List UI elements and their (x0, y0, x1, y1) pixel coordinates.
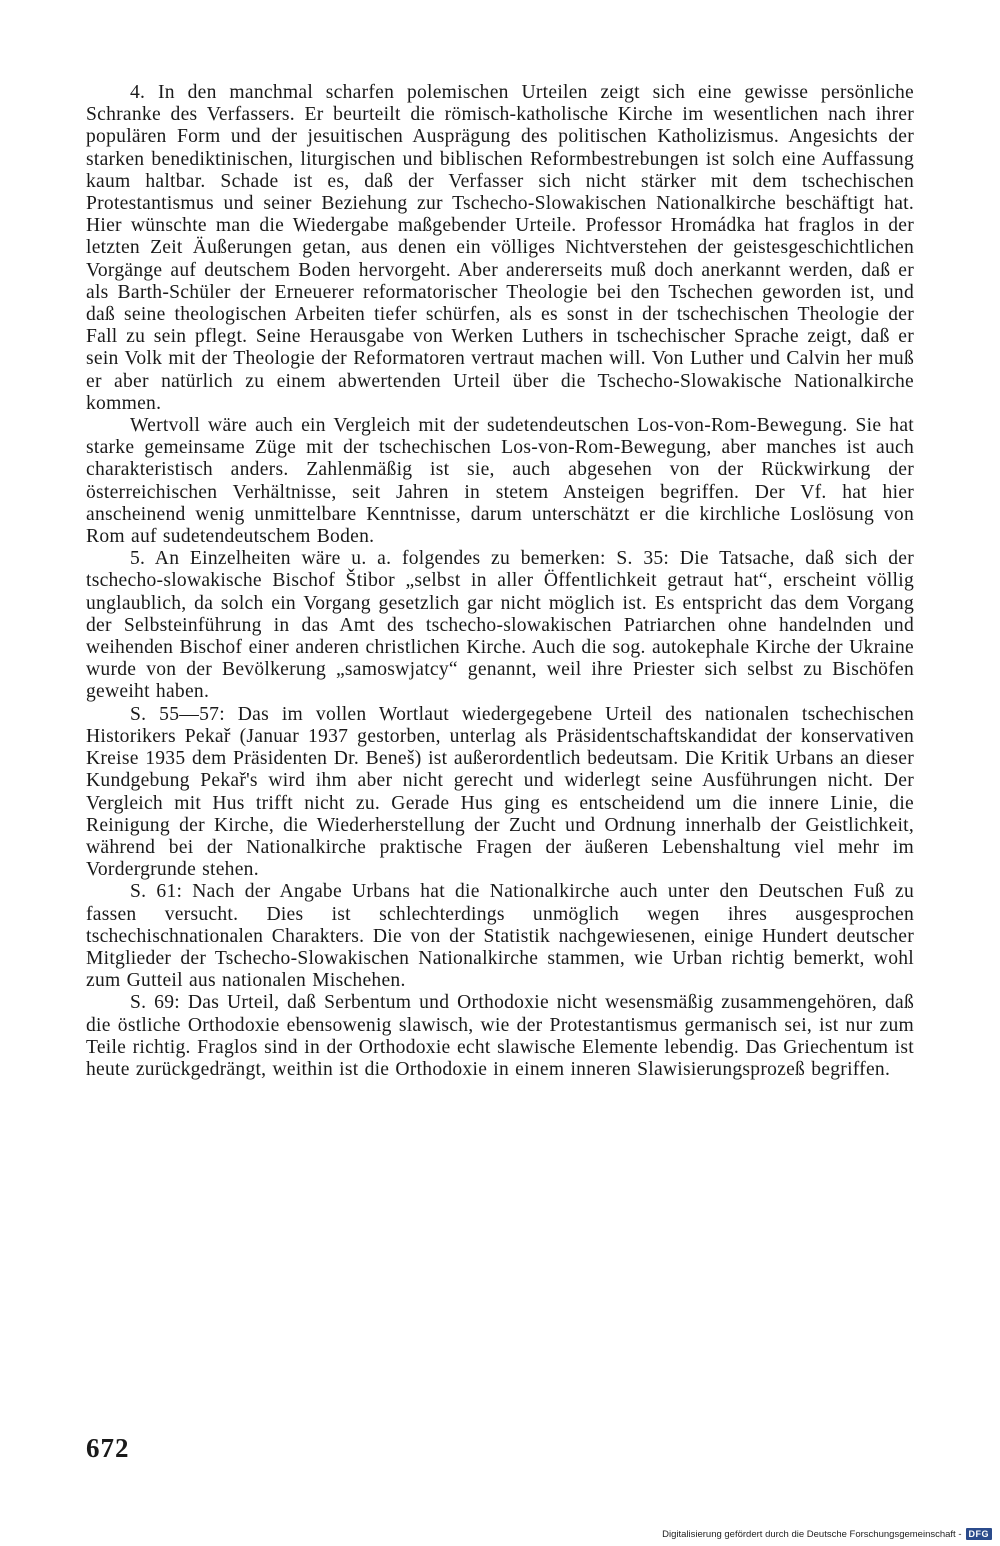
paragraph-point-4: 4. In den manchmal scharfen polemischen Urteilen zeigt sich eine gewisse persönliche Schranke des Verfassers. Er beurteilt die römisch-katholische Kirche im wesentlichen nach ihrer populären Form und der jesuitischen Ausprägung des politischen Katholizismus. Angesichts der starken benediktinischen, liturgischen und biblischen Reformbestrebungen ist solch eine Auffassung kaum haltbar. Schade ist es, daß der Verfasser sich nicht stärker mit dem tschechischen Protestantismus und seiner Beziehung zur Tschecho-Slowakischen Nationalkirche beschäftigt hat. Hier wünschte man die Wiedergabe maßgebender Urteile. Professor Hromádka hat fraglos in der letzten Zeit Äußerungen getan, aus denen ein völliges Nichtverstehen der geistesgeschichtlichen Vorgänge auf deutschem Boden hervorgeht. Aber andererseits muß doch anerkannt werden, daß er als Barth-Schüler der Erneuerer reformatorischer Theologie bei den Tschechen geworden ist, und daß seine theologischen Arbeiten tiefer schürfen, als es sonst in der tschechischen Theologie der Fall zu sein pflegt. Seine Herausgabe von Werken Luthers in tschechischer Sprache zeigt, daß er sein Volk mit der Theologie der Reformatoren vertraut machen will. Von Luther und Calvin her muß er aber natürlich zu einem abwertenden Urteil über die Tschecho-Slowakische Nationalkirche kommen. (86, 82, 914, 414)
page-number: 672 (86, 1433, 130, 1463)
dfg-logo: DFG (966, 1528, 993, 1540)
footer-text: Digitalisierung gefördert durch die Deutsche Forschungsgemeinschaft - (662, 1528, 962, 1540)
paragraph-s69: S. 69: Das Urteil, daß Serbentum und Orthodoxie nicht wesensmäßig zusammengehören, daß die östliche Orthodoxie ebensowenig slawisch, wie der Protestantismus germanisch sei, ist nur zum Teile richtig. Fraglos sind in der Orthodoxie echt slawische Elemente lebendig. Das Griechentum ist heute zurückgedrängt, weithin ist die Orthodoxie in einem inneren Slawisierungsprozeß begriffen. (86, 992, 914, 1080)
digitization-footer (662, 1528, 992, 1540)
paragraph-point-5: 5. An Einzelheiten wäre u. a. folgendes zu bemerken: S. 35: Die Tatsache, daß sich der tschecho-slowakische Bischof Štibor „selbst in aller Öffentlichkeit getraut hat“, erscheint völlig unglaublich, da solch ein Vorgang gesetzlich gar nicht möglich ist. Es entspricht das dem Vorgang der Selbsteinführung in das Amt des tschecho-slowakischen Patriarchen ohne handelnden und weihenden Bischof einer anderen christlichen Kirche. Auch die sog. autokephale Kirche der Ukraine wurde von der Bevölkerung „samoswjatcy“ genannt, weil ihre Priester sich selbst zu Bischöfen geweiht haben. (86, 548, 914, 703)
paragraph-s61: S. 61: Nach der Angabe Urbans hat die Nationalkirche auch unter den Deutschen Fuß zu fassen versucht. Dies ist schlechterdings unmöglich wegen ihres ausgesprochen tschechischnationalen Charakters. Die von der Statistik nachgewiesenen, einige Hundert deutscher Mitglieder der Tschecho-Slowakischen Nationalkirche stammen, wie Urban richtig bemerkt, wohl zum Gutteil aus nationalen Mischehen. (86, 881, 914, 992)
page-body (86, 82, 914, 1081)
paragraph-los-von-rom: Wertvoll wäre auch ein Vergleich mit der sudetendeutschen Los-von-Rom-Bewegung. Sie hat starke gemeinsame Züge mit der tschechischen Los-von-Rom-Bewegung, aber manches ist auch charakteristisch anders. Zahlenmäßig ist sie, auch abgesehen von der Rückwirkung der österreichischen Verhältnisse, seit Jahren in stetem Ansteigen begriffen. Der Vf. hat hier anscheinend wenig unmittelbare Kenntnisse, darum unterschätzt er die kirchliche Loslösung von Rom auf sudetendeutschem Boden. (86, 415, 914, 548)
paragraph-s55-57: S. 55—57: Das im vollen Wortlaut wiedergegebene Urteil des nationalen tschechischen Historikers Pekař (Januar 1937 gestorben, unterlag als Präsidentschaftskandidat der konservativen Kreise 1935 dem Präsidenten Dr. Beneš) ist außerordentlich bedeutsam. Die Kritik Urbans an dieser Kundgebung Pekař's wird ihm aber nicht gerecht und widerlegt seine Ausführungen nicht. Der Vergleich mit Hus trifft nicht zu. Gerade Hus ging es entscheidend um die innere Linie, die Reinigung der Kirche, die Wiederherstellung der Zucht und Ordnung innerhalb der Geistlichkeit, während bei der Nationalkirche praktische Fragen der äußeren Lebenshaltung viel mehr im Vordergrunde stehen. (86, 703, 914, 881)
